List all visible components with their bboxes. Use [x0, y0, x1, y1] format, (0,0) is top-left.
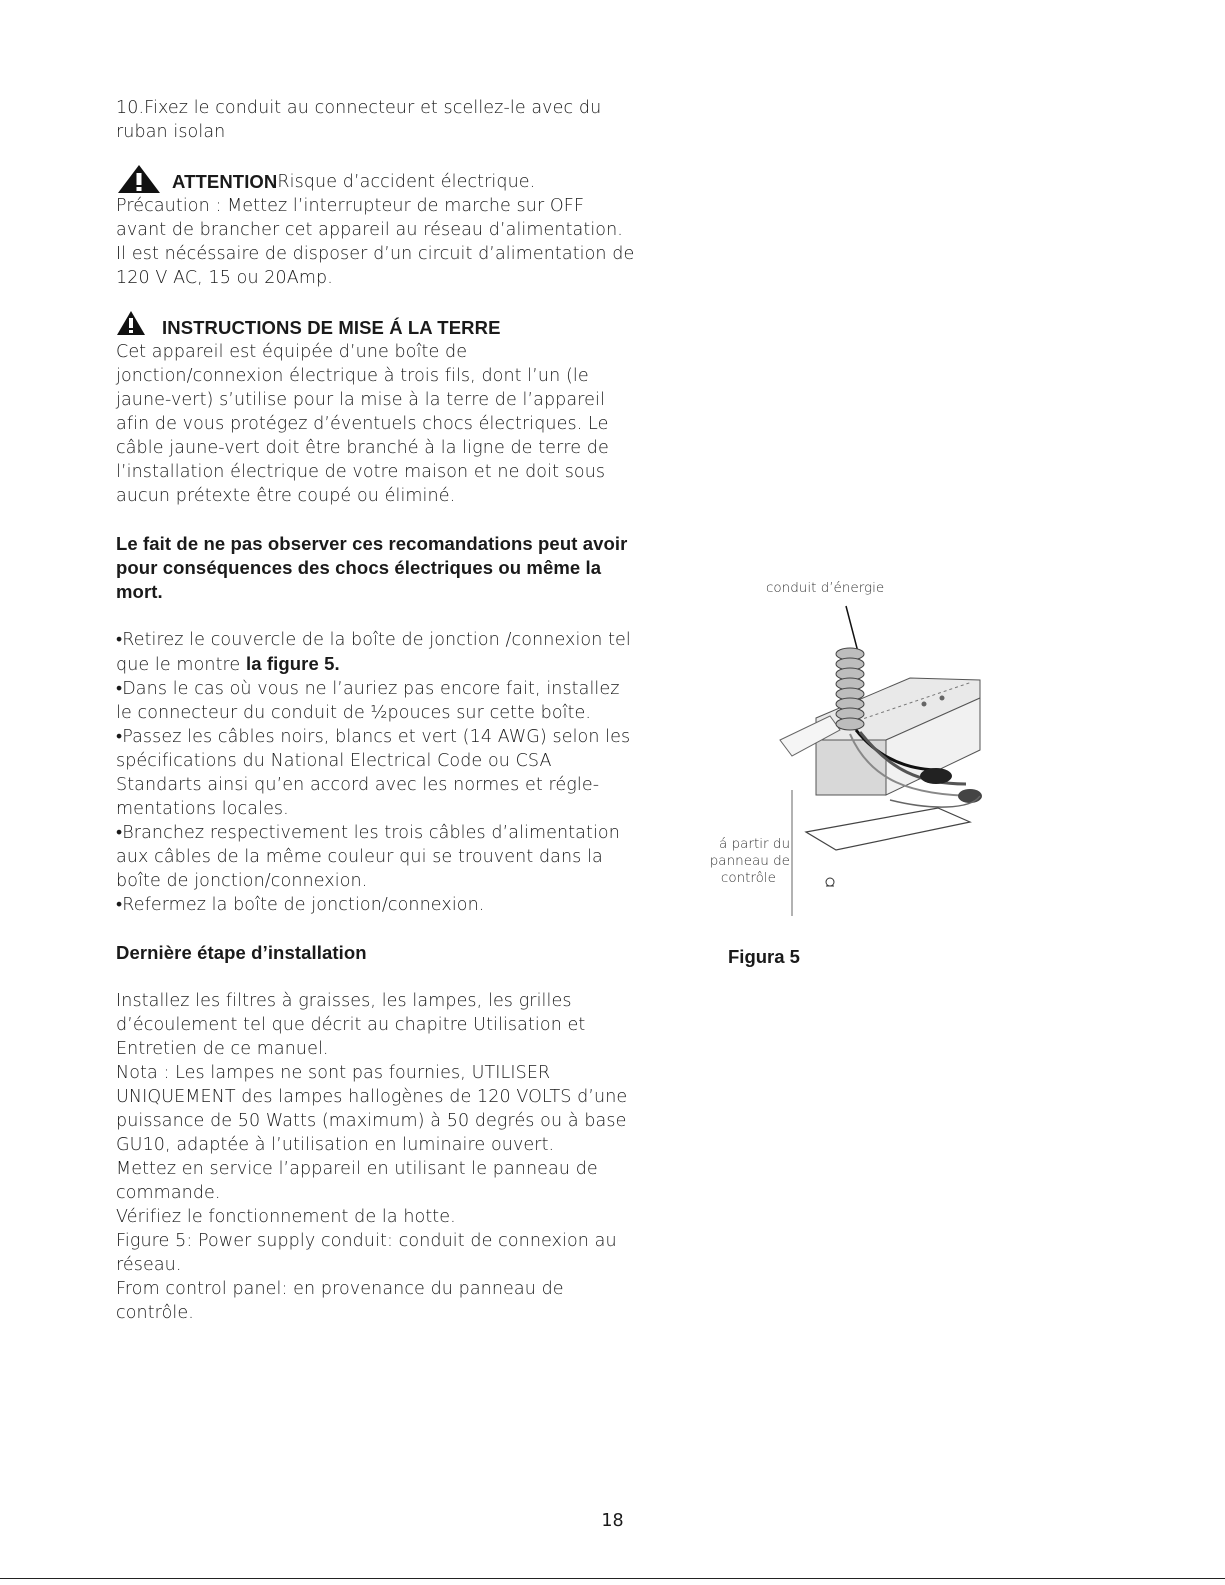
- label-control-panel-1: á partir du: [719, 836, 790, 852]
- electrical-warning-block: [116, 164, 636, 290]
- grounding-block: [116, 310, 636, 508]
- final-p4: Vérifiez le fonctionnement de la hotte.: [116, 1207, 456, 1227]
- bullet-1: [116, 628, 636, 677]
- bullet-3: •Passez les câbles noirs, blancs et vert (14 AWG) selon les spécifications du National Electrical Code ou CSA Standarts ainsi qu’en accord avec les normes et régle-mentations locales.: [116, 727, 631, 819]
- junction-box-figure: [680, 570, 1020, 930]
- grounding-title: INSTRUCTIONS DE MISE Á LA TERRE: [162, 317, 501, 338]
- warning-lead: Risque d’accident électrique.: [277, 172, 536, 192]
- final-p1: Installez les filtres à graisses, les lampes, les grilles d’écoulement tel que décrit au chapitre Utilisation et Entretien de ce manuel.: [116, 991, 586, 1059]
- warning-title: ATTENTION: [172, 171, 278, 192]
- final-p6: From control panel: en provenance du panneau de contrôle.: [116, 1279, 564, 1323]
- warning-triangle-icon: [116, 310, 146, 340]
- bottom-rule: [0, 1578, 1225, 1579]
- warning-triangle-icon: [116, 164, 162, 194]
- final-p5: Figure 5: Power supply conduit: conduit de connexion au réseau.: [116, 1231, 617, 1275]
- step-10-text: 10.Fixez le conduit au connecteur et scellez-le avec du ruban isolan: [116, 98, 602, 142]
- warning-header: [116, 164, 636, 194]
- grounding-header: [116, 310, 636, 340]
- page-number: 18: [601, 1511, 624, 1531]
- bullet-4: •Branchez respectivement les trois câbles d’alimentation aux câbles de la même couleur qui se trouvent dans la boîte de jonction/connexion.: [116, 823, 620, 891]
- junction-box-drawing: [680, 570, 1020, 930]
- figure-caption: Figura 5: [728, 946, 800, 967]
- main-text-column: [116, 96, 636, 1325]
- bullet-1-text: •Retirez le couvercle de la boîte de jonction /connexion tel que le montre: [116, 630, 631, 675]
- instruction-bullets: [116, 628, 636, 917]
- final-step-title: Dernière étape d’installation: [116, 942, 367, 963]
- label-control-panel-3: contrôle: [720, 870, 776, 886]
- label-control-panel-2: panneau de: [709, 853, 790, 869]
- final-p2: Nota : Les lampes ne sont pas fournies, UTILISER UNIQUEMENT des lampes hallogènes de 120 VOLTS d’une puissance de 50 Watts (maximum) à 50 degrés ou à base GU10, adaptée à l’utilisation en luminaire ouvert.: [116, 1063, 628, 1155]
- final-step-text: [116, 989, 636, 1325]
- bullet-1-bold: la figure 5.: [245, 653, 340, 674]
- bullet-5: •Refermez la boîte de jonction/connexion.: [116, 895, 485, 915]
- warning-text: Précaution : Mettez l’interrupteur de marche sur OFF avant de brancher cet appareil au réseau d’alimentation. Il est nécéssaire de disposer d’un circuit d’alimentation de 120 V AC, 15 ou 20Amp.: [116, 196, 635, 288]
- grounding-text: Cet appareil est équipée d’une boîte de jonction/connexion électrique à trois fils, dont l’un (le jaune-vert) s’utilise pour la mise à la terre de l’appareil afin de vous protégez d’éventuels chocs électriques. Le câble jaune-vert doit être branché à la ligne de terre de l’installation électrique de votre maison et ne doit sous aucun prétexte être coupé ou éliminé.: [116, 342, 609, 506]
- label-power-conduit: conduit d’énergie: [766, 580, 885, 596]
- bold-warning: Le fait de ne pas observer ces recomandations peut avoir pour conséquences des chocs électriques ou même la mort.: [116, 533, 628, 602]
- bullet-2: •Dans le cas où vous ne l’auriez pas encore fait, installez le connecteur du conduit de ½pouces sur cette boîte.: [116, 679, 620, 723]
- final-p3: Mettez en service l’appareil en utilisant le panneau de commande.: [116, 1159, 598, 1203]
